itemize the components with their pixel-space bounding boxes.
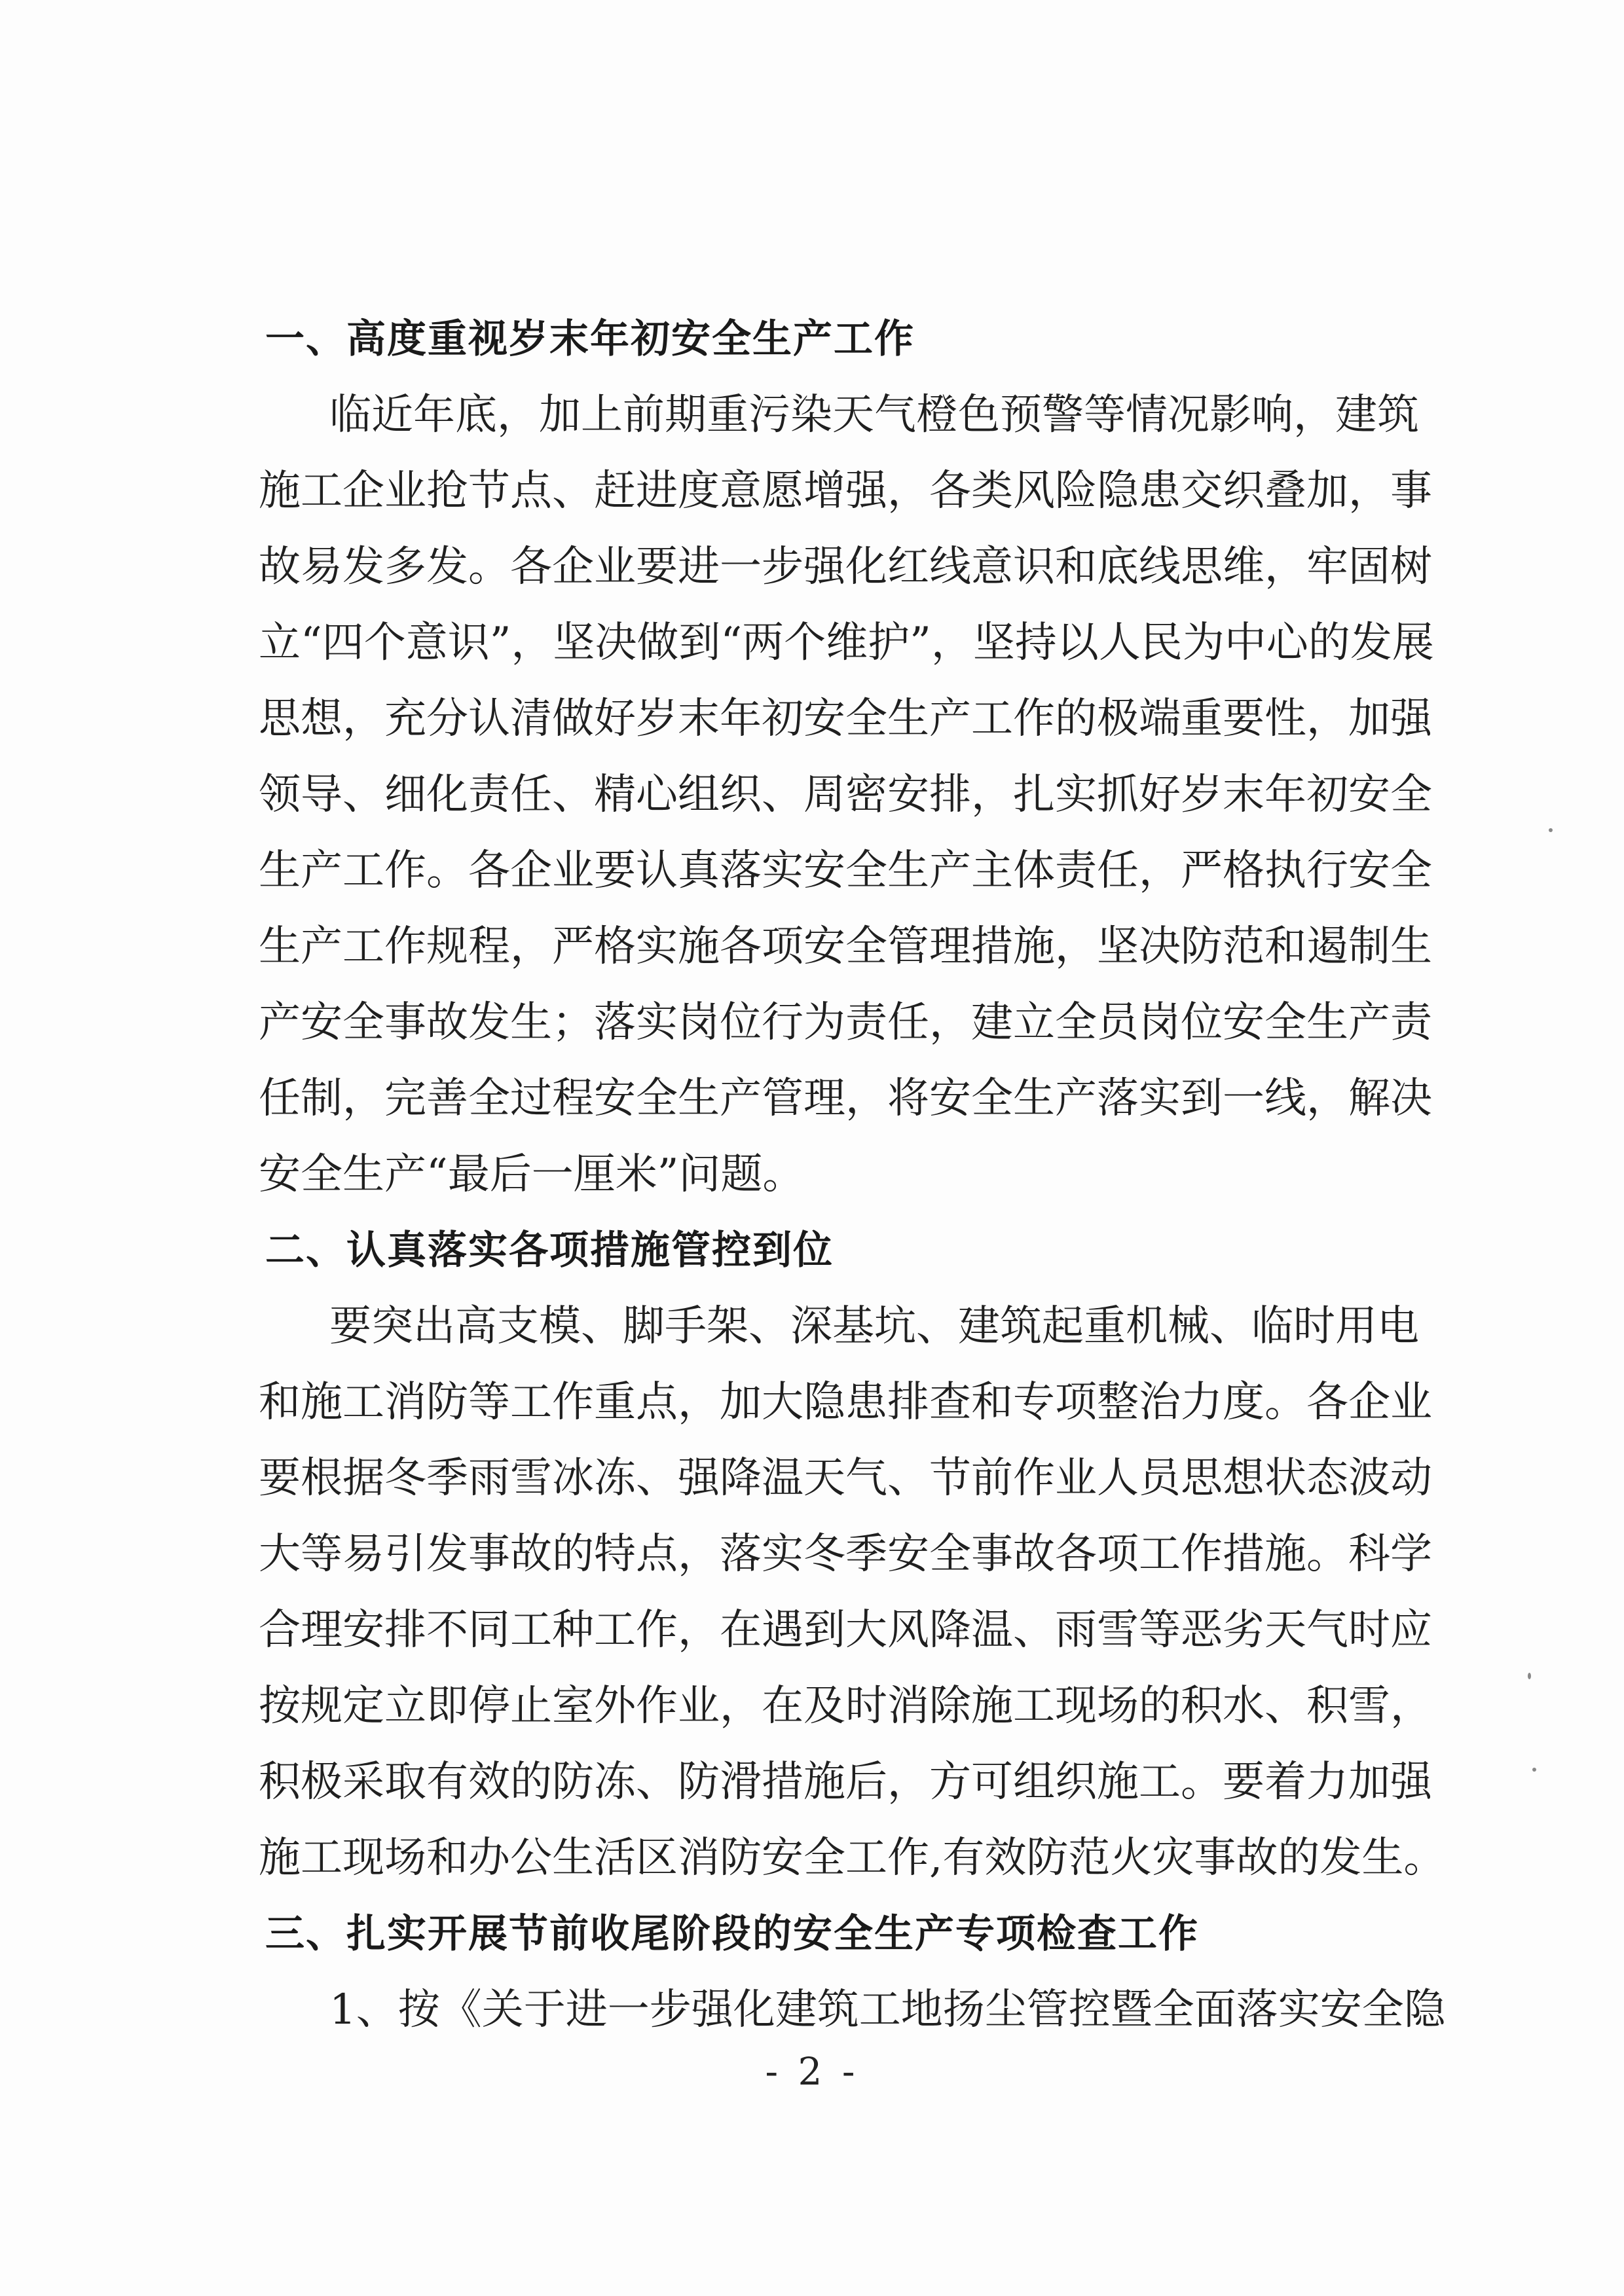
text-line: 要根据冬季雨雪冰冻、强降温天气、节前作业人员思想状态波动 — [259, 1454, 1432, 1503]
text-line: 1、按《关于进一步强化建筑工地扬尘管控暨全面落实安全隐 — [329, 1986, 1446, 2034]
text-line: 思想，充分认清做好岁末年初安全生产工作的极端重要性，加强 — [259, 695, 1432, 743]
section-paragraph — [259, 377, 1434, 1212]
text-line: 领导、细化责任、精心组织、周密安排，扎实抓好岁末年初安全 — [259, 771, 1432, 819]
scan-speck — [1532, 1768, 1536, 1772]
section-heading: 三、扎实开展节前收尾阶段的安全生产专项检查工作 — [265, 1911, 1199, 1957]
section-paragraph — [259, 1288, 1446, 1896]
text-line: 产安全事故发生；落实岗位行为责任，建立全员岗位安全生产责 — [259, 998, 1432, 1047]
text-line: 生产工作。各企业要认真落实安全生产主体责任，严格执行安全 — [259, 847, 1432, 895]
section-paragraph — [259, 1972, 1446, 2048]
document-body — [259, 301, 1446, 2048]
scan-speck — [1528, 1673, 1531, 1679]
text-line: 要突出高支模、脚手架、深基坑、建筑起重机械、临时用电 — [329, 1302, 1419, 1351]
text-line: 按规定立即停止室外作业，在及时消除施工现场的积水、积雪， — [259, 1682, 1432, 1730]
text-line: 合理安排不同工种工作，在遇到大风降温、雨雪等恶劣天气时应 — [259, 1606, 1432, 1654]
text-line: 临近年底，加上前期重污染天气橙色预警等情况影响，建筑 — [329, 391, 1419, 439]
text-line: 和施工消防等工作重点，加大隐患排查和专项整治力度。各企业 — [259, 1378, 1432, 1427]
text-line: 立“四个意识”，坚决做到“两个维护”，坚持以人民为中心的发展 — [259, 619, 1434, 667]
scan-speck — [1549, 828, 1553, 832]
text-line: 生产工作规程，严格实施各项安全管理措施，坚决防范和遏制生 — [259, 922, 1432, 971]
text-line: 施工企业抢节点、赶进度意愿增强，各类风险隐患交织叠加，事 — [259, 467, 1432, 515]
text-line: 安全生产“最后一厘米”问题。 — [259, 1150, 805, 1199]
text-line: 任制，完善全过程安全生产管理，将安全生产落实到一线，解决 — [259, 1074, 1432, 1123]
section-heading: 二、认真落实各项措施管控到位 — [265, 1228, 834, 1273]
text-line: 故易发多发。各企业要进一步强化红线意识和底线思维，牢固树 — [259, 543, 1432, 591]
text-line: 积极采取有效的防冻、防滑措施后，方可组织施工。要着力加强 — [259, 1758, 1432, 1806]
text-line: 施工现场和办公生活区消防安全工作,有效防范火灾事故的发生。 — [259, 1834, 1446, 1882]
page-number: - 2 - — [765, 2049, 859, 2094]
section-heading: 一、高度重视岁末年初安全生产工作 — [265, 316, 915, 362]
text-line: 大等易引发事故的特点，落实冬季安全事故各项工作措施。科学 — [259, 1530, 1432, 1578]
